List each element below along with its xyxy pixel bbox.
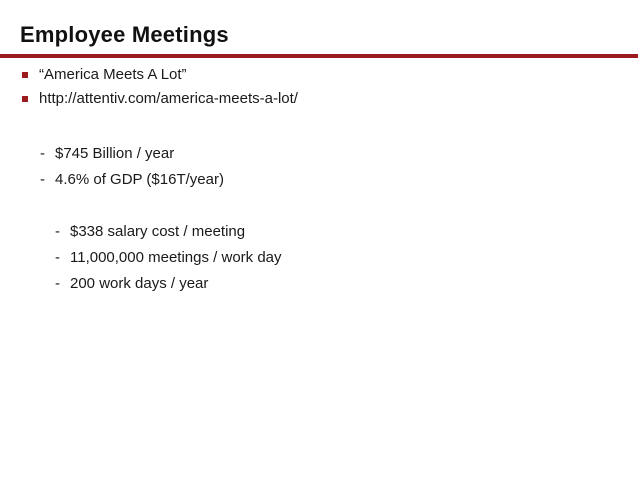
slide-title: Employee Meetings (20, 22, 229, 47)
breakdown-item (55, 271, 282, 297)
dash-icon: - (55, 223, 60, 240)
cost-item-text: $745 Billion / year (55, 145, 175, 162)
dash-icon: - (40, 171, 45, 188)
breakdown-item-text: 200 work days / year (70, 275, 209, 292)
cost-item (40, 167, 224, 193)
square-bullet-icon (22, 72, 28, 78)
square-bullet-icon (22, 96, 28, 102)
breakdown-item-text: $338 salary cost / meeting (70, 223, 246, 240)
breakdown-list (55, 219, 282, 297)
cost-item-text: 4.6% of GDP ($16T/year) (55, 171, 224, 188)
cost-list (40, 141, 224, 193)
dash-icon: - (55, 249, 60, 266)
bullet-text: “America Meets A Lot” (39, 66, 187, 83)
cost-item (40, 141, 224, 167)
bullet-list (22, 63, 298, 111)
bullet-item (22, 87, 298, 111)
bullet-item (22, 63, 298, 87)
breakdown-item (55, 245, 282, 271)
dash-icon: - (55, 275, 60, 292)
bullet-link-text: http://attentiv.com/america-meets-a-lot/ (39, 90, 298, 107)
title-underline (0, 54, 638, 58)
title-row (0, 18, 638, 52)
dash-icon: - (40, 145, 45, 162)
breakdown-item (55, 219, 282, 245)
breakdown-item-text: 11,000,000 meetings / work day (70, 249, 282, 266)
